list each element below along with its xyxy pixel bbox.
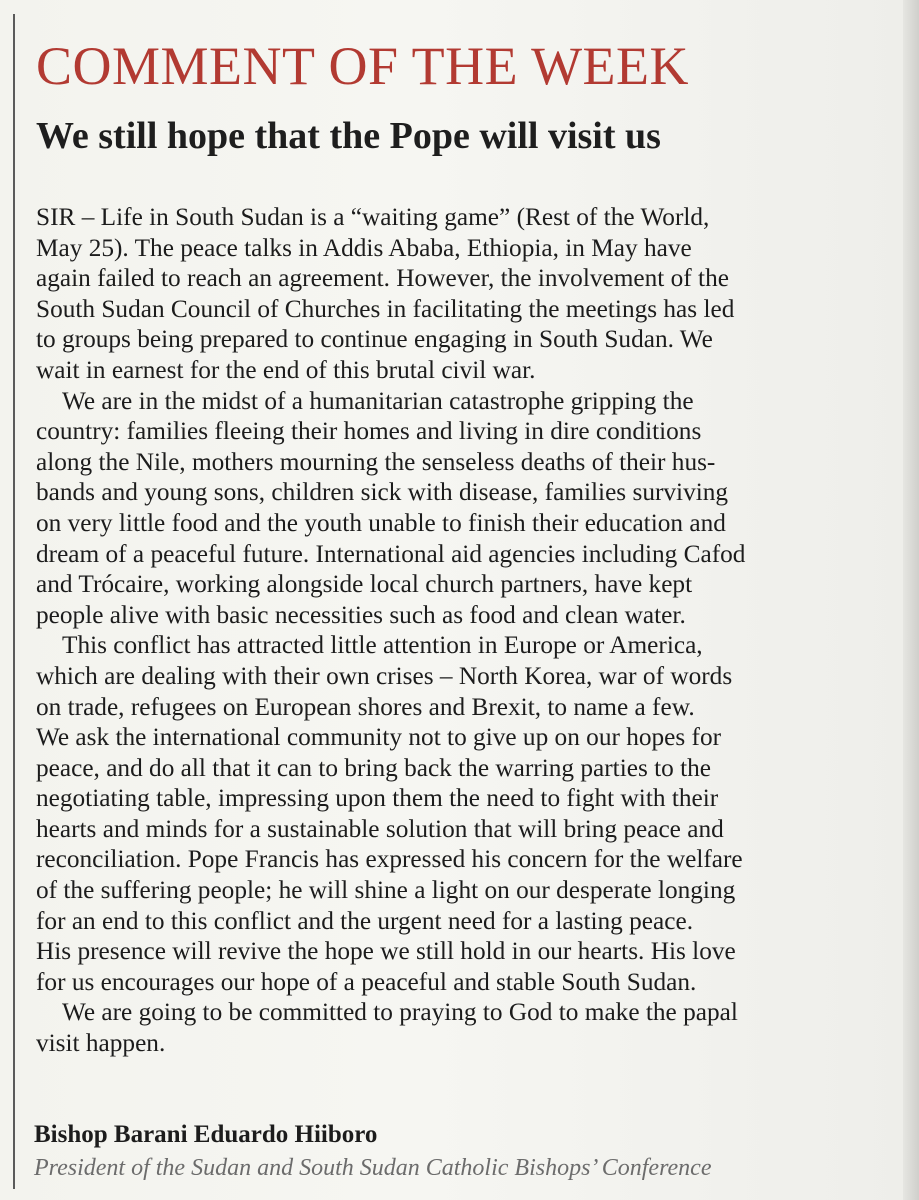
body-line: SIR – Life in South Sudan is a “waiting game” (Rest of the World, — [36, 203, 710, 231]
body-line: along the Nile, mothers mourning the senseless deaths of their hus- — [36, 447, 716, 476]
body-line: again failed to reach an agreement. However, the involvement of the — [36, 264, 729, 293]
body-line: people alive with basic necessities such as food and clean water. — [36, 600, 686, 629]
body-line: hearts and minds for a sustainable solution that will bring peace and — [36, 814, 724, 843]
body-line: visit happen. — [36, 1029, 166, 1058]
body-line: peace, and do all that it can to bring back the warring parties to the — [36, 753, 712, 782]
section-title: COMMENT OF THE WEEK — [36, 36, 690, 96]
body-line: We ask the international community not to give up on our hopes for — [36, 723, 722, 752]
column-rule — [13, 14, 15, 1189]
page-edge-shadow — [903, 0, 919, 1200]
body-line: His presence will revive the hope we still hold in our hearts. His love — [36, 937, 736, 966]
body-line: bands and young sons, children sick with disease, families surviving — [36, 478, 729, 507]
body-line: May 25). The peace talks in Addis Ababa, Ethiopia, in May have — [36, 233, 692, 262]
letter-body — [36, 202, 896, 1059]
body-line: on trade, refugees on European shores and Brexit, to name a few. — [36, 692, 695, 721]
body-line: country: families fleeing their homes and living in dire conditions — [36, 417, 702, 446]
body-line: for an end to this conflict and the urgent need for a lasting peace. — [36, 906, 694, 935]
body-line: This conflict has attracted little attention in Europe or America, — [62, 631, 703, 660]
body-line: South Sudan Council of Churches in facilitating the meetings has led — [36, 294, 735, 323]
body-line: We are in the midst of a humanitarian catastrophe gripping the — [62, 386, 694, 415]
body-line: which are dealing with their own crises – North Korea, war of words — [36, 661, 733, 690]
body-line: reconciliation. Pope Francis has expressed his concern for the welfare — [36, 845, 743, 874]
author-affiliation: President of the Sudan and South Sudan Catholic Bishops’ Conference — [34, 1155, 712, 1181]
body-line: to groups being prepared to continue engaging in South Sudan. We — [36, 325, 713, 354]
body-line: wait in earnest for the end of this brutal civil war. — [36, 355, 536, 384]
body-line: negotiating table, impressing upon them the need to fight with their — [36, 784, 719, 813]
body-line: We are going to be committed to praying to God to make the papal — [62, 998, 738, 1027]
body-line: for us encourages our hope of a peaceful and stable South Sudan. — [36, 967, 697, 996]
body-line: on very little food and the youth unable to finish their education and — [36, 508, 726, 537]
body-line: and Trócaire, working alongside local church partners, have kept — [36, 570, 693, 599]
body-line: of the suffering people; he will shine a light on our desperate longing — [36, 876, 736, 905]
author-signature: Bishop Barani Eduardo Hiiboro — [34, 1121, 378, 1148]
body-line: dream of a peaceful future. International aid agencies including Cafod — [36, 539, 746, 568]
headline: We still hope that the Pope will visit us — [36, 115, 661, 157]
